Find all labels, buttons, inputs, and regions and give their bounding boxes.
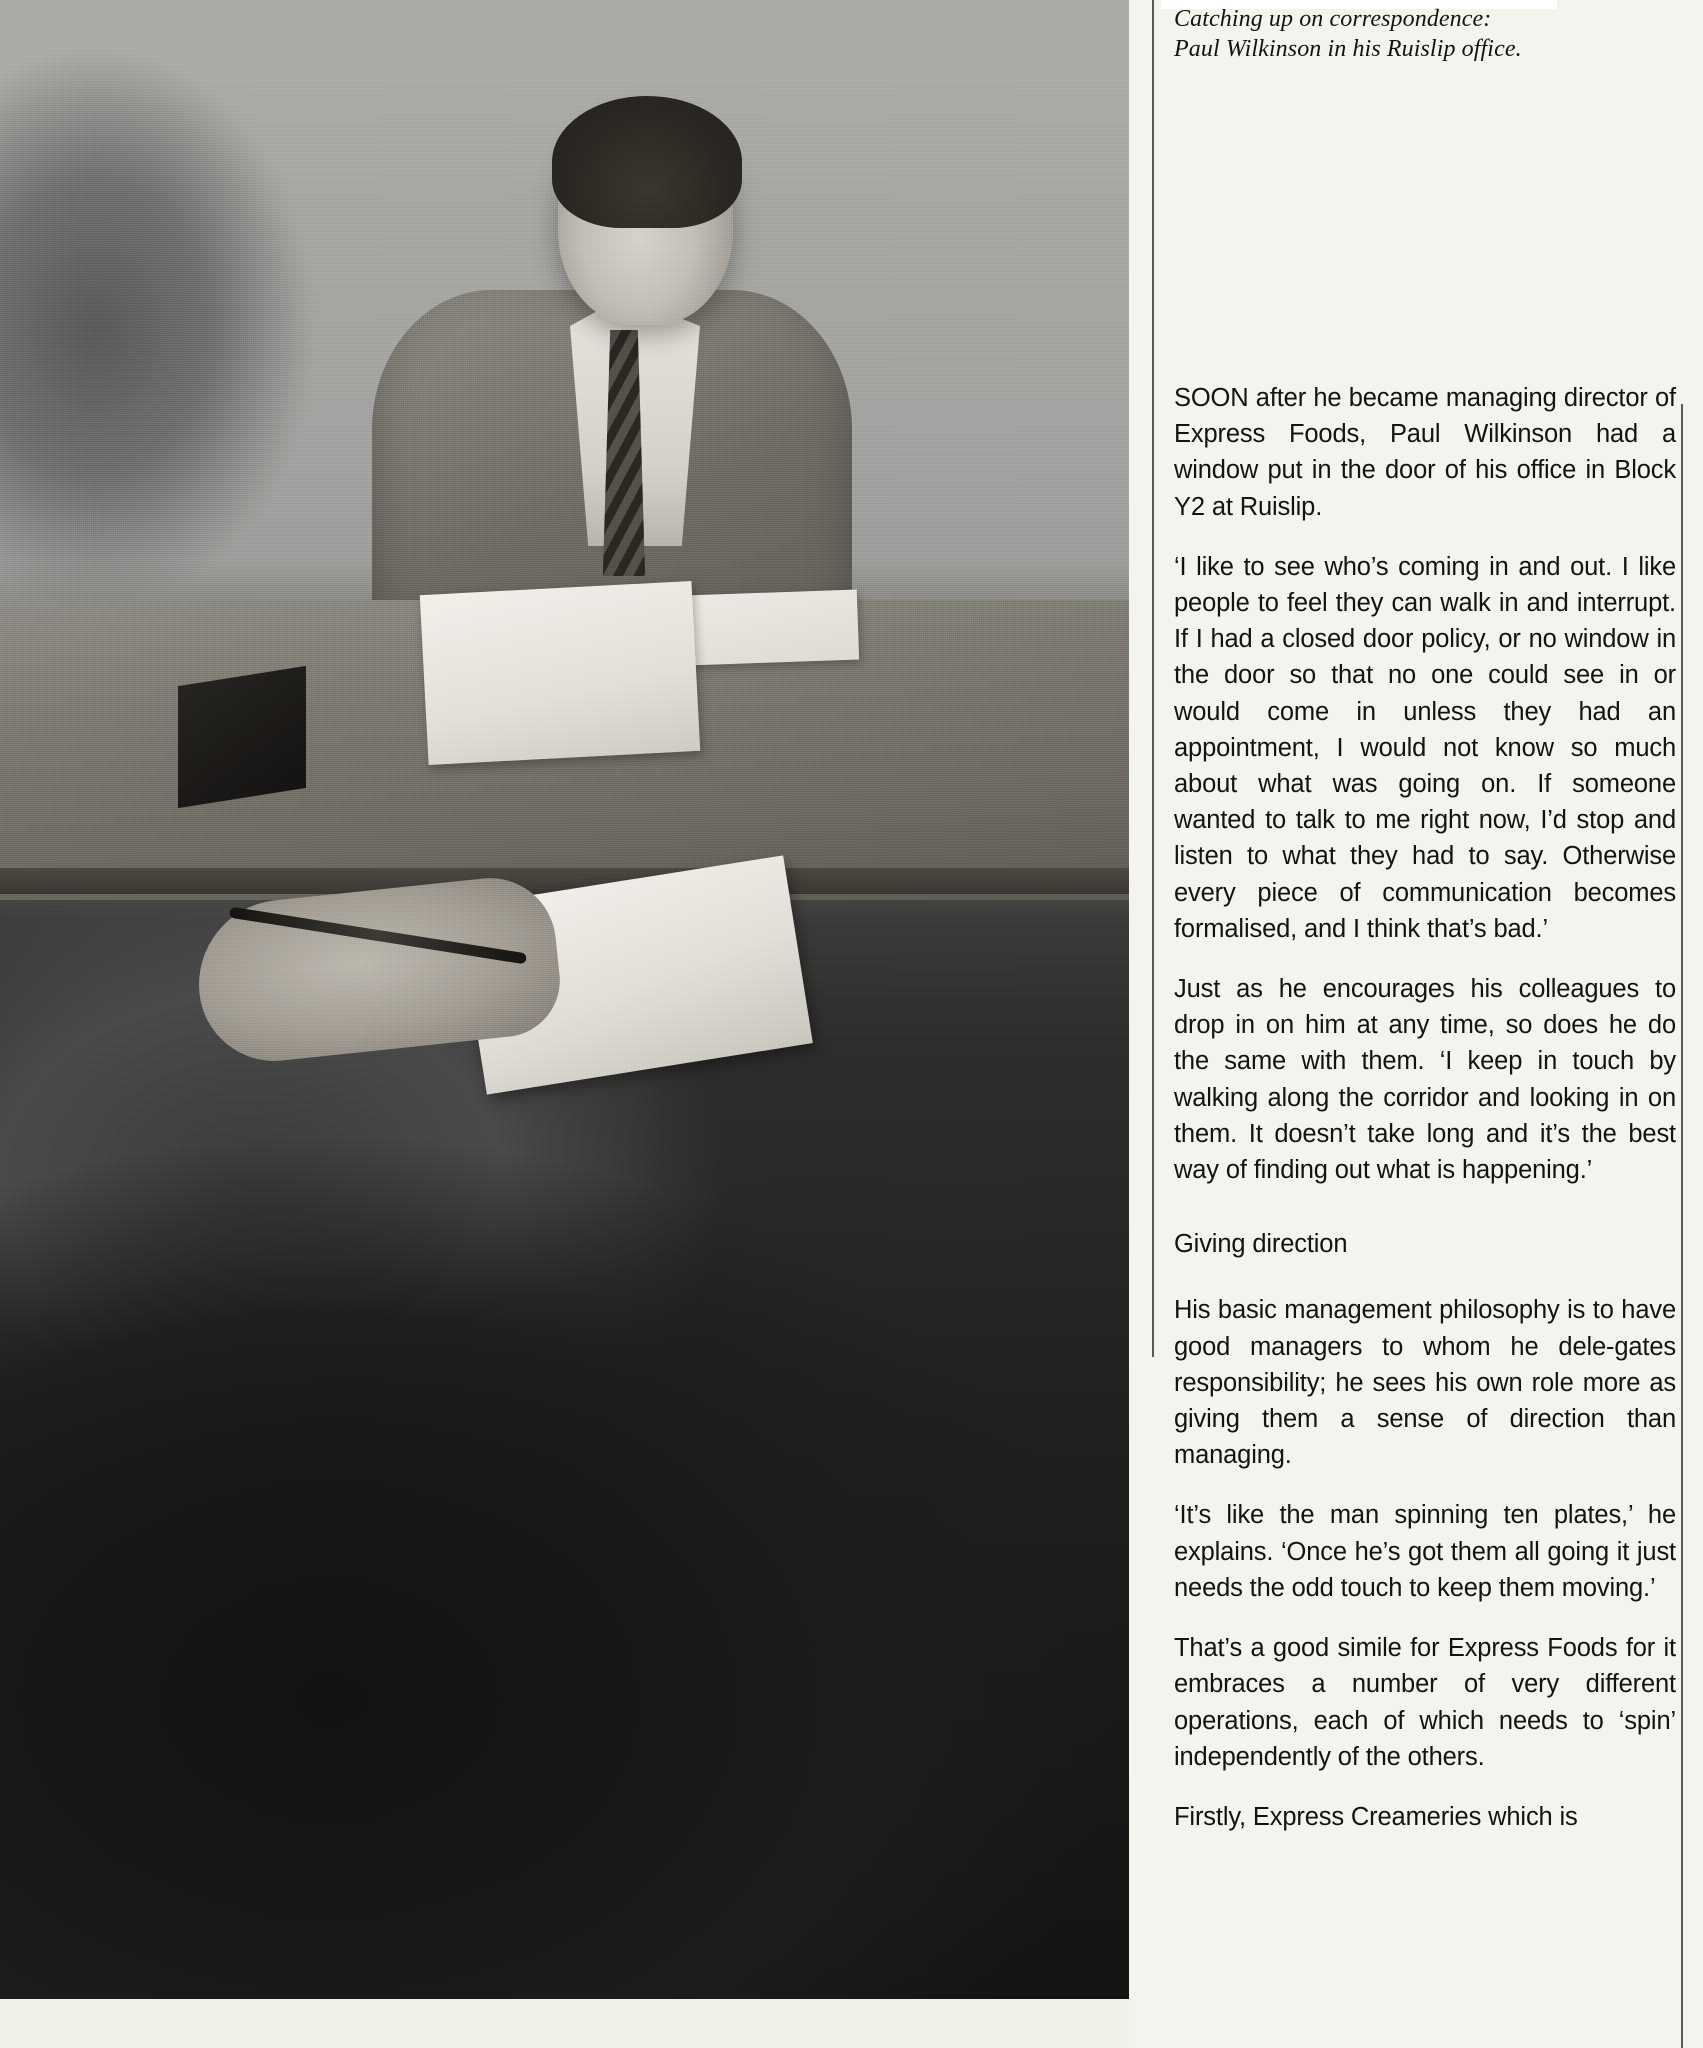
desk-paper-front xyxy=(420,581,701,765)
column-rule-left xyxy=(1152,0,1154,1357)
photo-caption-line-1: Catching up on correspondence: xyxy=(1174,6,1492,32)
paragraph-keeping-in-touch: Just as he encourages his colleagues to drop in on him at any time, so does he do the same with them. ‘I keep in touch by walking along the corridor and looking in on them. It doesn’t take long and it’s the best way of finding out what is happening.’ xyxy=(1174,975,1676,1185)
paragraph-express-creameries-cut-off: Firstly, Express Creameries which is xyxy=(1174,1802,1578,1831)
section-subheading-giving-direction: Giving direction xyxy=(1174,1230,1348,1259)
paragraph-management-philosophy: His basic management philosophy is to have good managers to whom he dele-gates responsibility; he sees his own role more as giving them a sense of direction than managing. xyxy=(1174,1296,1676,1470)
paragraph-intro: SOON after he became managing director of Express Foods, Paul Wilkinson had a window put in the door of his office in Block Y2 at Ruislip. xyxy=(1174,384,1676,521)
photo-caption xyxy=(1174,4,1674,64)
paragraph-open-door-quote: ‘I like to see who’s coming in and out. I like people to feel they can walk in and interrupt. If I had a closed door policy, or no window in the door so that no one could see in or would come in unless they had an appointment, I would not know so much about what was going on. If someone wanted to talk to me right now, I’d stop and listen to what they had to say. Otherwise every piece of communication becomes formalised, and I think that’s bad.’ xyxy=(1174,552,1676,943)
paragraph-spinning-plates-quote: ‘It’s like the man spinning ten plates,’ he explains. ‘Once he’s got them all going it just needs the odd touch to keep them moving.’ xyxy=(1174,1501,1676,1602)
paragraph-simile-operations: That’s a good simile for Express Foods for it embraces a number of very different operations, each of which needs to ‘spin’ independently of the others. xyxy=(1174,1634,1676,1771)
photo-caption-line-2: Paul Wilkinson in his Ruislip office. xyxy=(1174,36,1522,62)
column-rule-right xyxy=(1681,404,1683,2048)
desk-tray xyxy=(178,666,306,808)
article-body-column xyxy=(1174,380,1676,1835)
page-bottom-margin xyxy=(0,1999,1129,2048)
man-hair xyxy=(552,96,742,228)
